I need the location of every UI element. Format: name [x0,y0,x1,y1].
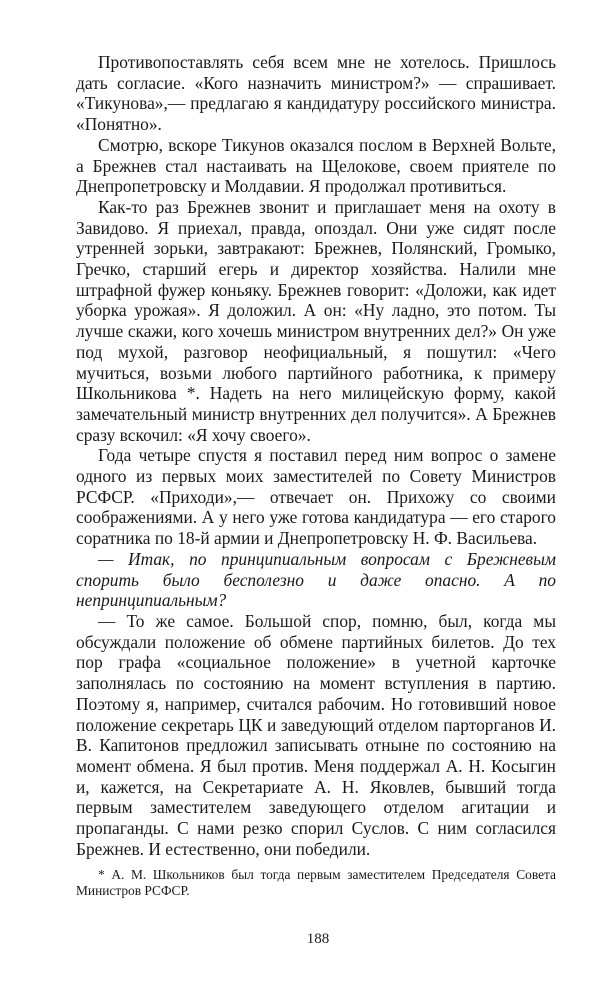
paragraph-2: Смотрю, вскоре Тикунов оказался послом в Верхней Вольте, а Брежнев стал настаивать на Щелокове, своем приятеле по Днепропетровску и Молдавии. Я продолжал противиться. [76,134,556,197]
paragraph-6: — То же самое. Большой спор, помню, был, когда мы обсуждали положение об обмене партийных билетов. До тех пор графа «социальное положение» в учетной карточке заполнялась по состоянию на момент вступления в партию. Поэтому я, например, считался рабочим. Но готовивший новое положение секретарь ЦК и заведующий отделом парторганов И. В. Капитонов предложил записывать отныне по состоянию на момент обмена. Я был против. Меня поддержал А. Н. Косыгин и, кажется, на Секретариате А. Н. Яковлев, бывший тогда первым заместителем заведующего отделом агитации и пропаганды. С нами резко спорил Суслов. С ним согласился Брежнев. И естественно, они победили. [76,610,556,859]
paragraph-1: Противопоставлять себя всем мне не хотелось. Пришлось дать согласие. «Кого назначить министром?» — спрашивает. «Тикунова»,— предлагаю я кандидатуру российского министра. «Понятно». [76,52,556,135]
footnote: * А. М. Школьников был тогда первым заместителем Председателя Совета Министров РСФСР. [76,867,556,899]
page-number: 188 [306,931,330,947]
paragraph-4: Года четыре спустя я поставил перед ним вопрос о замене одного из первых моих заместителей по Совету Министров РСФСР. «Приходи»,— отвечает он. Прихожу со своими соображениями. А у него уже готова кандидатура — его старого соратника по 18-й армии и Днепропетровску Н. Ф. Васильева. [76,445,556,549]
paragraph-3: Как-то раз Брежнев звонит и приглашает меня на охоту в Завидово. Я приехал, правда, опоздал. Они уже сидят после утренней зорьки, завтракают: Брежнев, Полянский, Громыко, Гречко, старший егерь и директор хозяйства. Налили мне штрафной фужер коньяку. Брежнев говорит: «Доложи, как идет уборка урожая». Я доложил. А он: «Ну ладно, это потом. Ты лучше скажи, кого хочешь министром внутренних дел?» Он уже под мухой, разговор неофициальный, я пошутил: «Чего мучиться, возьми любого партийного работника, к примеру Школьникова *. Надеть на него милицейскую форму, какой замечательный министр внутренних дел получится». А Брежнев сразу вскочил: «Я хочу своего». [76,196,556,445]
page-body [76,52,556,899]
interview-question: — Итак, по принципиальным вопросам с Брежневым спорить было бесполезно и даже опасно. А по непринципиальным? [76,548,556,611]
